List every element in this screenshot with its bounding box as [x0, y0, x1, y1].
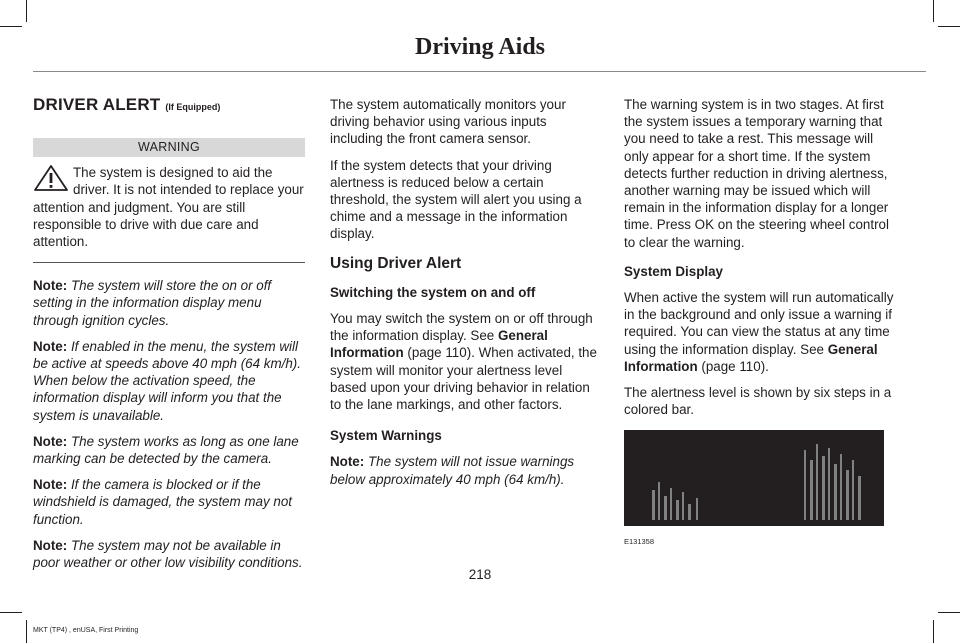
text: (page 110). When activated, the system will monitor your alertness level based upon your driving behavior in relation to the lane markings, and other factors.	[330, 345, 597, 413]
text: (page 110).	[697, 358, 769, 374]
column-2	[330, 96, 602, 497]
note-text: The system will not issue warnings below approximately 40 mph (64 km/h).	[330, 454, 575, 487]
section-qualifier: (If Equipped)	[165, 102, 221, 112]
crop-mark	[26, 0, 27, 22]
crop-mark	[933, 620, 934, 643]
subsection-title: Using Driver Alert	[330, 254, 462, 272]
cross-reference-link[interactable]: General Information	[624, 341, 878, 374]
note-label: Note:	[33, 338, 68, 354]
note-label: Note:	[33, 278, 68, 294]
paragraph: The system automatically monitors your driving behavior using various inputs including the front camera sensor.	[330, 97, 566, 147]
paragraph	[624, 289, 896, 375]
subheading: System Warnings	[330, 428, 442, 444]
column-1	[33, 96, 305, 580]
subheading: Switching the system on and off	[330, 284, 536, 300]
section-title	[33, 96, 305, 116]
warning-box	[33, 164, 305, 263]
note	[33, 476, 305, 528]
note-label: Note:	[33, 477, 68, 493]
note-text: The system works as long as one lane marking can be detected by the camera.	[33, 433, 299, 467]
note-text: The system may not be available in poor weather or other low visibility conditions.	[33, 537, 303, 571]
column-3	[624, 96, 896, 551]
footer-text: MKT (TP4) , enUSA, First Printing	[33, 627, 139, 634]
warning-triangle-icon	[33, 164, 69, 192]
figure-code: E131358	[624, 537, 655, 547]
warning-text: The system is designed to aid the driver. It is not intended to replace your attention and judgment. You are still responsible to drive with due care and attention.	[33, 165, 304, 250]
note-text: If the camera is blocked or if the windshield is damaged, the system may not function.	[33, 477, 293, 527]
warning-label: WARNING	[33, 138, 305, 157]
paragraph	[330, 310, 602, 413]
crop-mark	[938, 612, 960, 613]
figure-illustration	[624, 430, 884, 526]
crop-mark	[938, 26, 960, 27]
cross-reference-link[interactable]: General Information	[330, 328, 548, 361]
note-label: Note:	[33, 433, 68, 449]
paragraph: The warning system is in two stages. At first the system issues a temporary warning that you need to take a rest. This message will only appear for a short time. If the system detects further reduction in driving alertness, another warning may be issued which will remain in the information display for a longer time. Press OK on the steering wheel control to clear the warning.	[624, 97, 889, 250]
header-divider	[33, 71, 926, 72]
page-number: 218	[468, 567, 492, 582]
subheading: System Display	[624, 263, 723, 279]
section-title-text: DRIVER ALERT	[33, 95, 161, 114]
text: You may switch the system on or off through the information display. See	[330, 311, 593, 344]
note	[33, 277, 305, 329]
crop-mark	[26, 620, 27, 643]
note	[330, 453, 602, 487]
note-label: Note:	[330, 454, 365, 470]
note-text: If enabled in the menu, the system will be active at speeds above 40 mph (64 km/h). When below the activation speed, the information display will inform you that the system is unavailable.	[33, 338, 301, 423]
page-title: Driving Aids	[414, 34, 546, 60]
crop-mark	[933, 0, 934, 22]
paragraph: If the system detects that your driving alertness is reduced below a certain threshold, the system will alert you using a chime and a message in the information display.	[330, 157, 582, 242]
paragraph: The alertness level is shown by six steps in a colored bar.	[624, 385, 892, 418]
text: When active the system will run automatically in the background and only issue a warning if required. You can view the status at any time using the information display. See	[624, 290, 894, 357]
crop-mark	[0, 26, 22, 27]
note-text: The system will store the on or off setting in the information display menu through ignition cycles.	[33, 278, 272, 328]
crop-mark	[0, 612, 22, 613]
alertness-bar-figure	[624, 430, 884, 526]
note	[33, 433, 305, 467]
note-label: Note:	[33, 537, 68, 553]
note	[33, 338, 305, 424]
